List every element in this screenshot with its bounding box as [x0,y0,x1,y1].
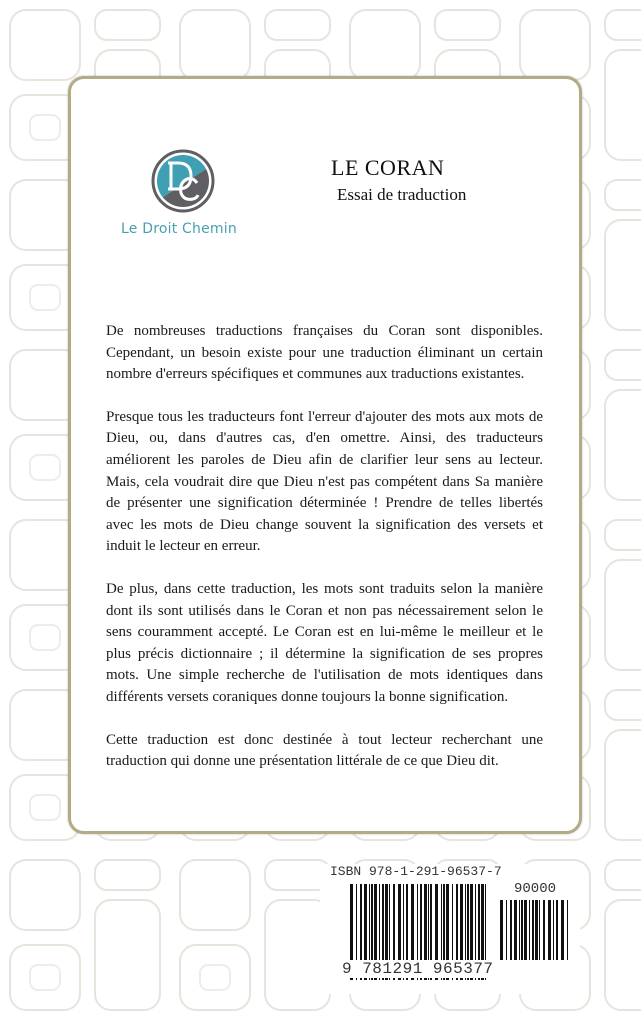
barcode-bar [532,900,534,960]
isbn-barcode [320,864,580,994]
barcode-bar [535,900,538,960]
barcode-bar [524,900,527,960]
barcode-bar [519,900,520,960]
barcode-bar [543,900,545,960]
publisher-name: Le Droit Chemin [121,221,237,237]
barcode-bar [514,900,517,960]
blurb [106,321,543,794]
blurb-paragraph: De nombreuses traductions françaises du Coran sont disponibles. Cependant, un besoin existe pour une traduction éliminant un certain nombre d'erreurs spécifiques et communes aux traductions existantes. [106,323,543,383]
barcode-bar [529,900,530,960]
barcode-bar [548,900,551,960]
barcode-bar [506,900,507,960]
blurb-paragraph: De plus, dans cette traduction, les mots sont traduits selon la manière dont ils sont utilisés dans le Coran et non pas nécessairement selon le sens couramment accepté. Le Coran est en lui-même le meilleur et le plus précis dictionnaire ; il détermine la signification de ses propres mots. Une simple recherche de l'utilisation de mots identiques dans différents versets coraniques donne toujours la bonne signification. [106,580,543,705]
back-cover-panel [68,76,582,834]
barcode-bar [510,900,512,960]
barcode-addon: 90000 [514,881,557,897]
barcode-bar [500,900,503,960]
barcode-bar [567,900,568,960]
publisher-logo [151,149,215,213]
barcode-bar [539,900,540,960]
barcode-bar [521,900,523,960]
blurb-paragraph: Presque tous les traducteurs font l'erreur d'ajouter des mots aux mots de Dieu, ou, dans d'autres cas, d'en omettre. Ainsi, des traducteurs améliorent les paroles de Dieu afin de clarifier leur sens au lecteur. Mais, cela voudrait dire que Dieu n'est pas compétent dans Sa manière de présenter une signification déterminée ! Prendre de telles libertés avec les mots de Dieu change souvent la signification des versets et induit le lecteur en erreur. [106,408,543,555]
barcode-bar [561,900,564,960]
barcode-bar [553,900,554,960]
isbn-label: ISBN 978-1-291-96537-7 [330,864,502,879]
book-subtitle: Essai de traduction [337,185,467,204]
barcode-digits: 9 781291 965377 [342,960,494,978]
blurb-paragraph: Cette traduction est donc destinée à tout lecteur recherchant une traduction qui donne une présentation littérale de ce que Dieu dit. [106,731,543,770]
book-title: LE CORAN [331,155,445,180]
barcode-bar [556,900,558,960]
